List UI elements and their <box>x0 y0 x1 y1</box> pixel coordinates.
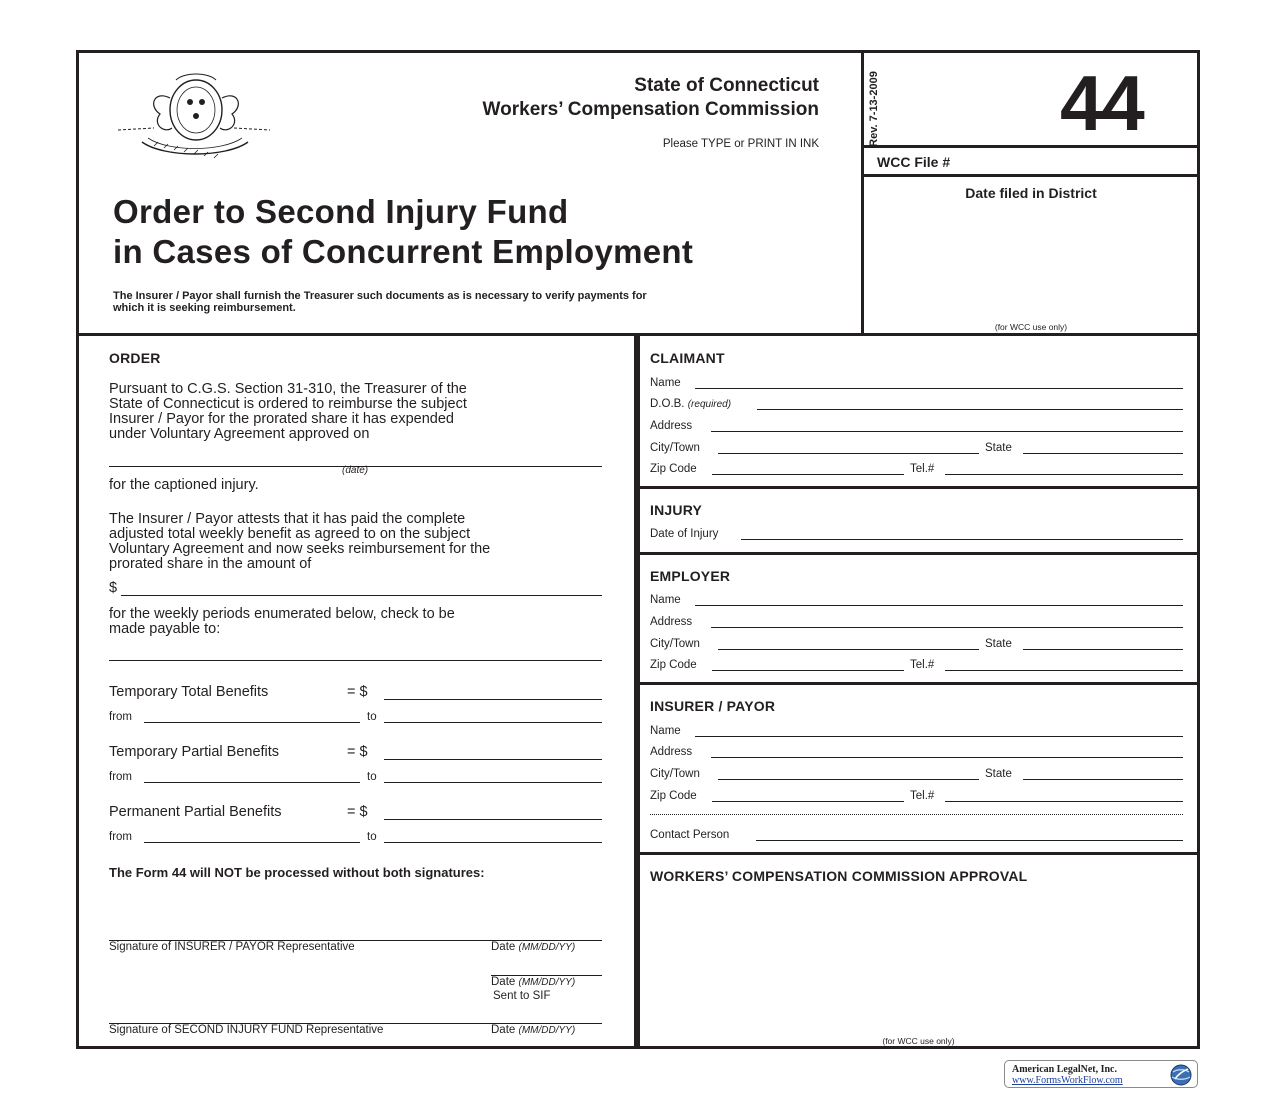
company-name: American LegalNet, Inc. <box>1012 1064 1117 1075</box>
approval-wcc-use-only: (for WCC use only) <box>882 1036 955 1046</box>
insurer-name-input[interactable] <box>695 736 1183 737</box>
injury-title: INJURY <box>650 502 703 518</box>
claimant-title: CLAIMANT <box>650 350 725 366</box>
date-hint: (date) <box>342 465 369 476</box>
ttd-amount-input[interactable] <box>384 699 602 700</box>
order-paragraph-3 <box>109 607 455 637</box>
employer-name-label: Name <box>650 594 681 606</box>
employer-city-label: City/Town <box>650 638 700 650</box>
order-p1-line: Pursuant to C.G.S. Section 31-310, the Treasurer of the <box>109 381 467 397</box>
injury-date-label: Date of Injury <box>650 528 719 540</box>
claimant-zip-label: Zip Code <box>650 463 697 475</box>
benefit-equals: = $ <box>347 744 368 760</box>
date-text: Date <box>491 1024 516 1036</box>
claimant-name-input[interactable] <box>695 388 1183 389</box>
claimant-tel-input[interactable] <box>945 474 1183 475</box>
employer-tel-label: Tel.# <box>910 659 935 671</box>
ppd-to-input[interactable] <box>384 842 602 843</box>
connecticut-seal-icon <box>114 68 274 160</box>
tpd-amount-input[interactable] <box>384 759 602 760</box>
insurer-signature-label: Signature of INSURER / PAYOR Representative <box>109 941 355 953</box>
date-format: (MM/DD/YY) <box>518 1025 576 1036</box>
order-p3-line: made payable to: <box>109 621 221 637</box>
claimant-tel-label: Tel.# <box>910 463 935 475</box>
claimant-name-label: Name <box>650 377 681 389</box>
benefit-label-ppd: Permanent Partial Benefits <box>109 804 282 820</box>
employer-address-input[interactable] <box>711 627 1183 628</box>
employer-zip-input[interactable] <box>712 670 904 671</box>
form-number-rule <box>864 145 1198 148</box>
employer-city-input[interactable] <box>718 649 979 650</box>
date-text: Date <box>491 941 516 953</box>
insurer-city-input[interactable] <box>718 779 979 780</box>
notice-line2: which it is seeking reimbursement. <box>113 302 296 314</box>
employer-bottom-rule <box>637 682 1200 685</box>
notice-line1: The Insurer / Payor shall furnish the Treasurer such documents as is necessary to verify payments for <box>113 290 647 302</box>
revision-date: Rev. 7-13-2009 <box>868 71 880 147</box>
insurer-state-input[interactable] <box>1023 779 1183 780</box>
to-label: to <box>367 771 377 783</box>
from-label: from <box>109 771 132 783</box>
ppd-from-input[interactable] <box>144 842 360 843</box>
approval-area[interactable] <box>642 890 1195 1030</box>
claimant-state-label: State <box>985 442 1012 454</box>
to-label: to <box>367 831 377 843</box>
claimant-city-input[interactable] <box>718 453 979 454</box>
insurer-contact-input[interactable] <box>756 840 1183 841</box>
commission-name: Workers’ Compensation Commission <box>482 99 819 120</box>
insurer-tel-input[interactable] <box>945 801 1183 802</box>
sif-signature-label: Signature of SECOND INJURY FUND Representative <box>109 1024 384 1036</box>
order-p2-line: Voluntary Agreement and now seeks reimbursement for the <box>109 541 491 557</box>
claimant-dob-input[interactable] <box>757 409 1183 410</box>
order-paragraph-1 <box>109 382 467 442</box>
benefit-label-ttd: Temporary Total Benefits <box>109 684 269 700</box>
from-label: from <box>109 831 132 843</box>
benefit-equals: = $ <box>347 804 368 820</box>
company-url[interactable]: www.FormsWorkFlow.com <box>1012 1075 1123 1086</box>
insurer-address-label: Address <box>650 746 693 758</box>
insurer-tel-label: Tel.# <box>910 790 935 802</box>
employer-title: EMPLOYER <box>650 568 731 584</box>
order-p3-line: for the weekly periods enumerated below, check to be <box>109 606 455 622</box>
insurer-state-label: State <box>985 768 1012 780</box>
order-p1-line: Insurer / Payor for the prorated share it has expended <box>109 411 454 427</box>
claimant-address-input[interactable] <box>711 431 1183 432</box>
order-title: ORDER <box>109 350 161 366</box>
wcc-file-label: WCC File # <box>877 154 951 170</box>
insurer-zip-label: Zip Code <box>650 790 697 802</box>
tpd-to-input[interactable] <box>384 782 602 783</box>
print-instruction: Please TYPE or PRINT IN INK <box>662 138 819 150</box>
benefit-label-tpd: Temporary Partial Benefits <box>109 744 280 760</box>
date-format: (MM/DD/YY) <box>518 942 576 953</box>
form-number: 44 <box>1060 59 1143 147</box>
order-paragraph-2 <box>109 512 490 572</box>
order-p2-line: adjusted total weekly benefit as agreed to on the subject <box>109 526 471 542</box>
dob-required: (required) <box>687 399 732 410</box>
insurer-name-label: Name <box>650 725 681 737</box>
sent-to-sif-label: Sent to SIF <box>493 990 551 1002</box>
claimant-bottom-rule <box>637 486 1200 489</box>
approval-title: WORKERS’ COMPENSATION COMMISSION APPROVAL <box>650 868 1028 884</box>
form-title-line1: Order to Second Injury Fund <box>113 193 569 230</box>
insurer-bottom-rule <box>637 852 1200 855</box>
payable-to-input[interactable] <box>109 660 602 661</box>
benefit-equals: = $ <box>347 684 368 700</box>
dollar-sign: $ <box>109 580 118 596</box>
order-p2-line: The Insurer / Payor attests that it has paid the complete <box>109 511 466 527</box>
from-label: from <box>109 711 132 723</box>
date-label <box>491 941 575 953</box>
order-p2-line: prorated share in the amount of <box>109 556 312 572</box>
employer-address-label: Address <box>650 616 693 628</box>
date-label <box>491 1024 575 1036</box>
employer-tel-input[interactable] <box>945 670 1183 671</box>
date-filed-label: Date filed in District <box>965 185 1097 201</box>
globe-icon <box>1169 1063 1193 1087</box>
form-title-line2: in Cases of Concurrent Employment <box>113 233 694 270</box>
employer-zip-label: Zip Code <box>650 659 697 671</box>
insurer-title: INSURER / PAYOR <box>650 698 776 714</box>
to-label: to <box>367 711 377 723</box>
date-filed-area[interactable] <box>868 205 1194 320</box>
signature-warning: The Form 44 will NOT be processed without both signatures: <box>109 865 485 880</box>
injury-bottom-rule <box>637 552 1200 555</box>
insurer-zip-input[interactable] <box>712 801 904 802</box>
state-name: State of Connecticut <box>634 75 819 96</box>
claimant-state-input[interactable] <box>1023 453 1183 454</box>
date-text: Date <box>491 976 516 988</box>
insurer-city-label: City/Town <box>650 768 700 780</box>
dotted-separator <box>650 814 1183 815</box>
ttd-from-input[interactable] <box>144 722 360 723</box>
wcc-file-rule <box>864 174 1198 177</box>
date-format: (MM/DD/YY) <box>518 977 576 988</box>
employer-state-input[interactable] <box>1023 649 1183 650</box>
injury-date-input[interactable] <box>741 539 1183 540</box>
insurer-contact-label: Contact Person <box>650 829 730 841</box>
wcc-use-only-note: (for WCC use only) <box>994 322 1068 332</box>
tpd-from-input[interactable] <box>144 782 360 783</box>
employer-name-input[interactable] <box>695 605 1183 606</box>
dob-text: D.O.B. <box>650 398 685 410</box>
claimant-zip-input[interactable] <box>712 474 904 475</box>
claimant-dob-label <box>650 398 731 410</box>
captioned-injury-text: for the captioned injury. <box>109 477 259 493</box>
employer-state-label: State <box>985 638 1012 650</box>
date-label <box>491 976 575 988</box>
claimant-city-label: City/Town <box>650 442 700 454</box>
order-p1-line: under Voluntary Agreement approved on <box>109 426 370 442</box>
insurer-address-input[interactable] <box>711 757 1183 758</box>
reimbursement-amount-input[interactable] <box>121 595 602 596</box>
order-p1-line: State of Connecticut is ordered to reimburse the subject <box>109 396 467 412</box>
legalnet-logo[interactable] <box>1004 1060 1198 1088</box>
claimant-address-label: Address <box>650 420 693 432</box>
ttd-to-input[interactable] <box>384 722 602 723</box>
ppd-amount-input[interactable] <box>384 819 602 820</box>
body-divider-vertical-inner <box>637 334 640 1049</box>
